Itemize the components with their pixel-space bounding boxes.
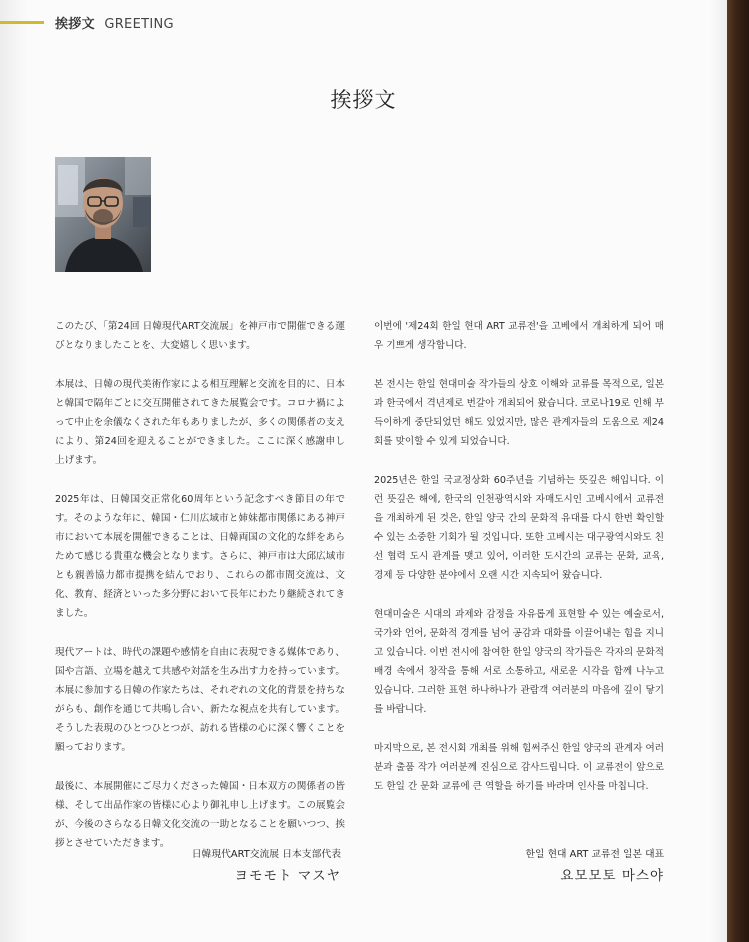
kr-paragraph: 본 전시는 한일 현대미술 작가들의 상호 이해와 교류를 목적으로, 일본과 한국에서 격년제로 번갈아 개최되어 왔습니다. 코로나19로 인해 부득이하게 중단되었던 해도 있었지만, 많은 관계자들의 도움으로 제24회를 맞이할 수 있게 되었습니다. (374, 379, 664, 447)
header-accent-rule (0, 21, 44, 24)
section-header-jp: 挨拶文 (55, 17, 95, 32)
page-gutter-shade (0, 0, 28, 942)
jp-paragraph: このたび、「第24回 日韓現代ART交流展」を神戸市で開催できる運びとなりましたことを、大変嬉しく思います。 (55, 321, 345, 351)
jp-paragraph: 現代アートは、時代の課題や感情を自由に表現できる媒体であり、国や言語、立場を越えて共感や対話を生み出す力を持っています。本展に参加する日韓の作家たちは、それぞれの文化的背景を持ちながらも、創作を通じて共鳴し合い、新たな視点を共有しています。そうした表現のひとつひとつが、訪れる皆様の心に深く響くことを願っております。 (55, 647, 345, 753)
japanese-greeting-column (55, 317, 345, 873)
kr-paragraph: 마지막으로, 본 전시회 개최를 위해 힘써주신 한일 양국의 관계자 여러분과 출품 작가 여러분께 진심으로 감사드립니다. 이 교류전이 앞으로도 한일 간 문화 교류에 큰 역할을 하기를 바라며 인사를 마칩니다. (374, 743, 664, 792)
jp-signature-role: 日韓現代ART交流展 日本支部代表 (191, 849, 341, 860)
jp-signature-name: ヨモモト マスヤ (234, 868, 341, 884)
section-header-en: GREETING (104, 17, 174, 32)
kr-signature-name: 요모모토 마스야 (560, 868, 664, 884)
jp-paragraph: 最後に、本展開催にご尽力くださった韓国・日本双方の関係者の皆様、そして出品作家の皆様に心より御礼申し上げます。この展覧会が、今後のさらなる日韓文化交流の一助となることを願いつつ、挨拶とさせていただきます。 (55, 781, 345, 849)
kr-paragraph: 현대미술은 시대의 과제와 감정을 자유롭게 표현할 수 있는 예술로서, 국가와 언어, 문화적 경계를 넘어 공감과 대화를 이끌어내는 힘을 지니고 있습니다. 이번 전시에 참여한 한일 양국의 작가들은 각자의 문화적 배경 속에서 창작을 통해 서로 소통하고, 새로운 시각을 함께 나누고 있습니다. 그러한 표현 하나하나가 관람객 여러분의 마음에 깊이 닿기를 바랍니다. (374, 609, 664, 715)
korean-signature (374, 848, 664, 886)
kr-signature-role: 한일 현대 ART 교류전 일본 대표 (525, 849, 664, 860)
author-portrait (55, 157, 151, 272)
japanese-signature (55, 848, 341, 886)
section-header (55, 13, 174, 32)
kr-paragraph: 2025년은 한일 국교정상화 60주년을 기념하는 뜻깊은 해입니다. 이런 뜻깊은 해에, 한국의 인천광역시와 자매도시인 고베시에서 교류전을 개최하게 된 것은, 한일 양국 간의 문화적 유대를 다시 한번 확인할 수 있는 소중한 기회가 될 것입니다. 또한 고베시는 대구광역시와도 친선 협력 도시 관계를 맺고 있어, 이러한 도시간의 교류는 문화, 교육, 경제 등 다양한 분야에서 오랜 시간 지속되어 왔습니다. (374, 475, 664, 581)
korean-greeting-column (374, 317, 664, 816)
jp-paragraph: 本展は、日韓の現代美術作家による相互理解と交流を目的に、日本と韓国で隔年ごとに交互開催されてきた展覧会です。コロナ禍によって中止を余儀なくされた年もありましたが、多くの関係者の支えにより、第24回を迎えることができました。ここに深く感謝申し上げます。 (55, 379, 345, 466)
kr-paragraph: 이번에 '제24회 한일 현대 ART 교류전'을 고베에서 개최하게 되어 매우 기쁘게 생각합니다. (374, 321, 664, 351)
page-title: 挨拶文 (330, 88, 397, 112)
book-cover-edge (727, 0, 749, 942)
jp-paragraph: 2025年は、日韓国交正常化60周年という記念すべき節目の年です。そのような年に、韓国・仁川広域市と姉妹都市関係にある神戸市において本展を開催できることは、日韓両国の文化的な絆をあらためて感じる貴重な機会となります。さらに、神戸市は大邱広域市とも親善協力都市提携を結んでおり、これらの都市間交流は、文化、教育、経済といった多分野において長年にわたり継続されてきました。 (55, 494, 345, 619)
page-spine-shade (709, 0, 727, 942)
